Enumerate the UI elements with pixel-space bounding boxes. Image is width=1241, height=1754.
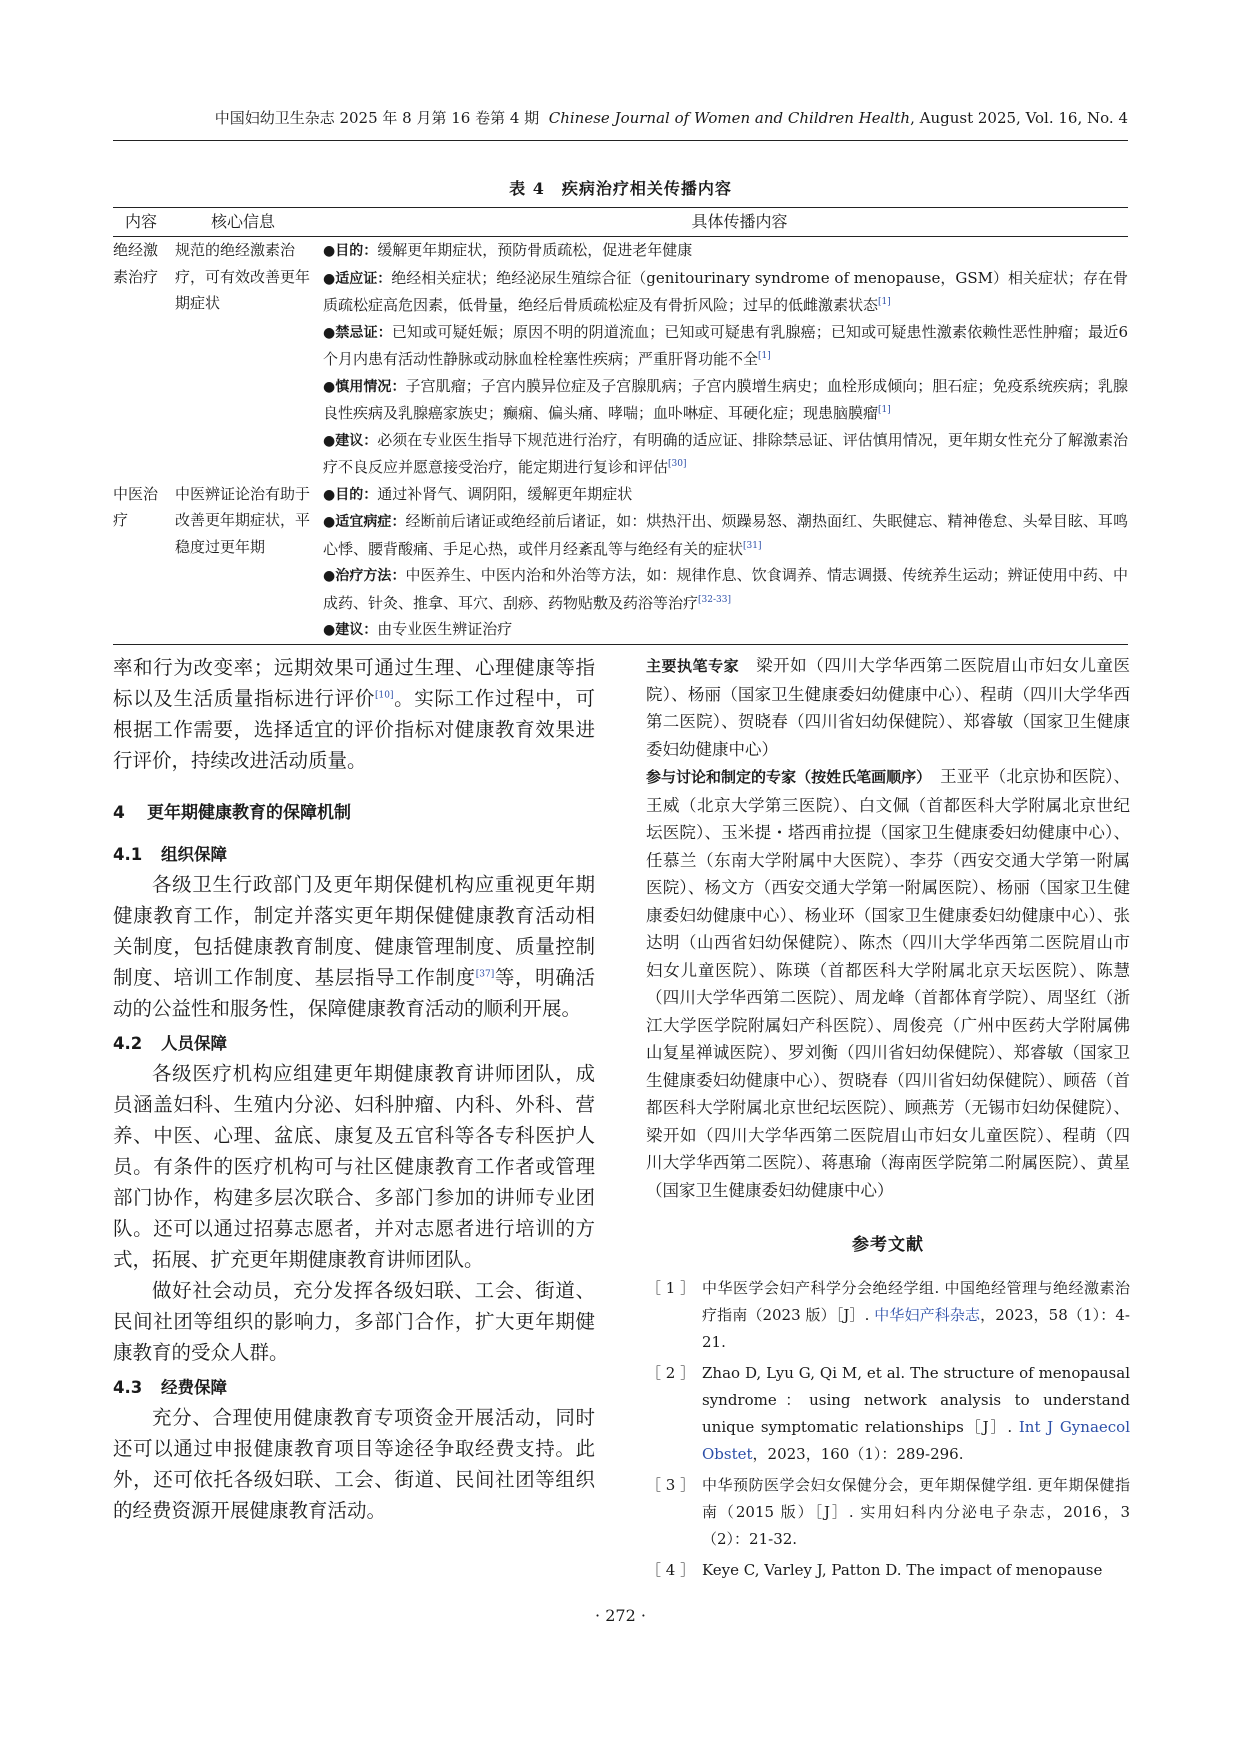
table-bottom-rule: [113, 644, 1128, 645]
table-cell-core: 规范的绝经激素治疗，可有效改善更年期症状: [175, 241, 311, 312]
left-column: [113, 652, 595, 1526]
table-cell-content: 中医治疗: [113, 484, 159, 529]
section-4-1-text: 各级卫生行政部门及更年期保健机构应重视更年期健康教育工作，制定并落实更年期保健健康教育活动相关制度，包括健康教育制度、健康管理制度、质量控制制度、培训工作制度、基层指导工作制度[37]等，明确活动的公益性和服务性，保障健康教育活动的顺利开展。: [113, 873, 595, 1020]
table-header-row: [113, 208, 1128, 236]
running-header: [113, 108, 1128, 128]
table-header-detail: 具体传播内容: [691, 212, 788, 231]
references-heading: 参考文献: [852, 1235, 924, 1255]
reference-number: ［ 3 ］: [646, 1476, 696, 1494]
section-4-1-heading: 4.1 组织保障: [113, 845, 227, 864]
detail-item: ●慎用情况：子宫肌瘤；子宫内膜异位症及子宫腺肌病；子宫内膜增生病史；血栓形成倾向；胆石症；免疫系统疾病；乳腺良性疾病及乳腺癌家族史；癫痫、偏头痛、哮喘；血卟啉症、耳硬化症；现患脑膜瘤[1]: [323, 376, 1128, 422]
section-4-3-text: 充分、合理使用健康教育专项资金开展活动，同时还可以通过申报健康教育项目等途径争取经费支持。此外，还可依托各级妇联、工会、街道、民间社团等组织的经费资源开展健康教育活动。: [113, 1406, 595, 1522]
reference-number: ［ 2 ］: [646, 1364, 696, 1382]
table-cell-detail: [315, 237, 1128, 481]
table-title: 表 4 疾病治疗相关传播内容: [509, 179, 732, 198]
table-header-content: 内容: [125, 212, 158, 231]
detail-item: ●建议：由专业医生辨证治疗: [323, 620, 513, 638]
section-4-3-heading: 4.3 经费保障: [113, 1378, 227, 1397]
reference-item: [646, 1275, 1130, 1356]
reference-number: ［ 4 ］: [646, 1561, 696, 1579]
section-4-heading: 4 更年期健康教育的保障机制: [113, 803, 351, 823]
table-cell-content: 绝经激素治疗: [113, 241, 159, 286]
table-header-core: 核心信息: [211, 212, 276, 231]
reference-item: [646, 1360, 1130, 1468]
section-4-2-heading: 4.2 人员保障: [113, 1034, 227, 1053]
page-number: · 272 ·: [595, 1606, 646, 1625]
detail-item: ●适应证：绝经相关症状；绝经泌尿生殖综合征（genitourinary syndrome of menopause，GSM）相关症状；存在骨质疏松症高危因素，低骨量，绝经后骨质疏松症及有骨折风险；过早的低雌激素状态[1]: [323, 268, 1129, 314]
detail-item: ●目的：缓解更年期症状，预防骨质疏松，促进老年健康: [323, 241, 693, 259]
chief-experts: 主要执笔专家 梁开如（四川大学华西第二医院眉山市妇女儿童医院）、杨丽（国家卫生健康委妇幼健康中心）、程萌（四川大学华西第二医院）、贺晓春（四川省妇幼保健院）、郑睿敏（国家卫生健康委妇幼健康中心）: [646, 656, 1130, 759]
table-body: [113, 237, 1128, 644]
journal-link[interactable]: 中华妇产科杂志: [874, 1306, 981, 1324]
detail-item: ●适宜病症：经断前后诸证或绝经前后诸证，如：烘热汗出、烦躁易怒、潮热面红、失眠健忘、精神倦怠、头晕目眩、耳鸣心悸、腰背酸痛、手足心热，或伴月经紊乱等与绝经有关的症状[31]: [323, 512, 1128, 558]
right-column: [646, 652, 1130, 1588]
reference-item: [646, 1557, 1130, 1584]
section-4-2-text-2: 做好社会动员，充分发挥各级妇联、工会、街道、民间社团等组织的影响力，多部门合作，扩大更年期健康教育的受众人群。: [113, 1279, 595, 1364]
table: [113, 207, 1128, 645]
table-cell-core: 中医辨证论治有助于改善更年期症状，平稳度过更年期: [175, 484, 311, 556]
reference-number: ［ 1 ］: [646, 1279, 696, 1297]
detail-item: ●治疗方法：中医养生、中医内治和外治等方法，如：规律作息、饮食调养、情志调摄、传统养生运动；辨证使用中药、中成药、针灸、推拿、耳穴、刮痧、药物贴敷及药浴等治疗[32-33]: [323, 566, 1128, 612]
header-rule: [113, 140, 1128, 141]
detail-item: ●目的：通过补肾气、调阴阳，缓解更年期症状: [323, 484, 633, 503]
detail-item: ●禁忌证：已知或可疑妊娠；原因不明的阴道流血；已知或可疑患有乳腺癌；已知或可疑患性激素依赖性恶性肿瘤；最近6个月内患有活动性静脉或动脉血栓栓塞性疾病；严重肝肾功能不全[1]: [323, 322, 1128, 368]
participating-experts: 参与讨论和制定的专家（按姓氏笔画顺序） 王亚平（北京协和医院）、王威（北京大学第三医院）、白文佩（首都医科大学附属北京世纪坛医院）、玉米提・塔西甫拉提（国家卫生健康委妇幼健康中心）、任慕兰（东南大学附属中大医院）、李芬（西安交通大学第一附属医院）、杨文方（西安交通大学第一附属医院）、杨丽（国家卫生健康委妇幼健康中心）、杨业环（国家卫生健康委妇幼健康中心）、张达明（山西省妇幼保健院）、陈杰（四川大学华西第二医院眉山市妇女儿童医院）、陈瑛（首都医科大学附属北京天坛医院）、陈慧（四川大学华西第二医院）、周龙峰（首都体育学院）、周坚红（浙江大学医学院附属妇产科医院）、周俊亮（广州中医药大学附属佛山复星禅诚医院）、罗刘衡（四川省妇幼保健院）、郑睿敏（国家卫生健康委妇幼健康中心）、贺晓春（四川省妇幼保健院）、顾蓓（首都医科大学附属北京世纪坛医院）、顾燕芳（无锡市妇幼保健院）、梁开如（四川大学华西第二医院眉山市妇女儿童医院）、程萌（四川大学华西第二医院）、蒋惠瑜（海南医学院第二附属医院）、黄星（国家卫生健康委妇幼健康中心）: [646, 767, 1130, 1200]
reference-text: 中华预防医学会妇女保健分会，更年期保健学组. 更年期保健指南（2015 版）［J］. 实用妇科内分泌电子杂志，2016，3（2）：21-32.: [702, 1476, 1130, 1548]
journal-link[interactable]: Int J Gynaecol Obstet: [702, 1418, 1130, 1463]
reference-text: 中华医学会妇产科学分会绝经学组. 中国绝经管理与绝经激素治疗指南（2023 版）［J］. 中华妇产科杂志，2023，58（1）：4-21.: [702, 1279, 1130, 1351]
header-cn: 中国妇幼卫生杂志 2025 年 8 月第 16 卷第 4 期: [214, 109, 540, 127]
reference-text: Keye C, Varley J, Patton D. The impact of menopause: [702, 1561, 1103, 1579]
detail-item: ●建议：必须在专业医生指导下规范进行治疗，有明确的适应证、排除禁忌证、评估慎用情况，更年期女性充分了解激素治疗不良反应并愿意接受治疗，能定期进行复诊和评估[30]: [323, 430, 1128, 476]
intro-paragraph: 率和行为改变率；远期效果可通过生理、心理健康等指标以及生活质量指标进行评价[10]。实际工作过程中，可根据工作需要，选择适宜的评价指标对健康教育效果进行评价，持续改进活动质量。: [113, 656, 595, 772]
header-en-journal: Chinese Journal of Women and Children Health: [548, 109, 911, 127]
section-4-2-text-1: 各级医疗机构应组建更年期健康教育讲师团队，成员涵盖妇科、生殖内分泌、妇科肿瘤、内科、外科、营养、中医、心理、盆底、康复及五官科等各专科医护人员。有条件的医疗机构可与社区健康教育工作者或管理部门协作，构建多层次联合、多部门参加的讲师专业团队。还可以通过招募志愿者，并对志愿者进行培训的方式，拓展、扩充更年期健康教育讲师团队。: [113, 1062, 595, 1271]
table-row: [113, 237, 1128, 481]
reference-list: [646, 1275, 1130, 1584]
table-cell-detail: [315, 481, 1128, 644]
table-row: [113, 481, 1128, 644]
reference-item: [646, 1472, 1130, 1553]
header-en-rest: , August 2025, Vol. 16, No. 4: [910, 109, 1128, 127]
reference-text: Zhao D, Lyu G, Qi M, et al. The structure of menopausal syndrome：using network analysis to understand unique symptomatic relationships［J］. Int J Gynaecol Obstet，2023，160（1）：289-296.: [702, 1364, 1130, 1463]
